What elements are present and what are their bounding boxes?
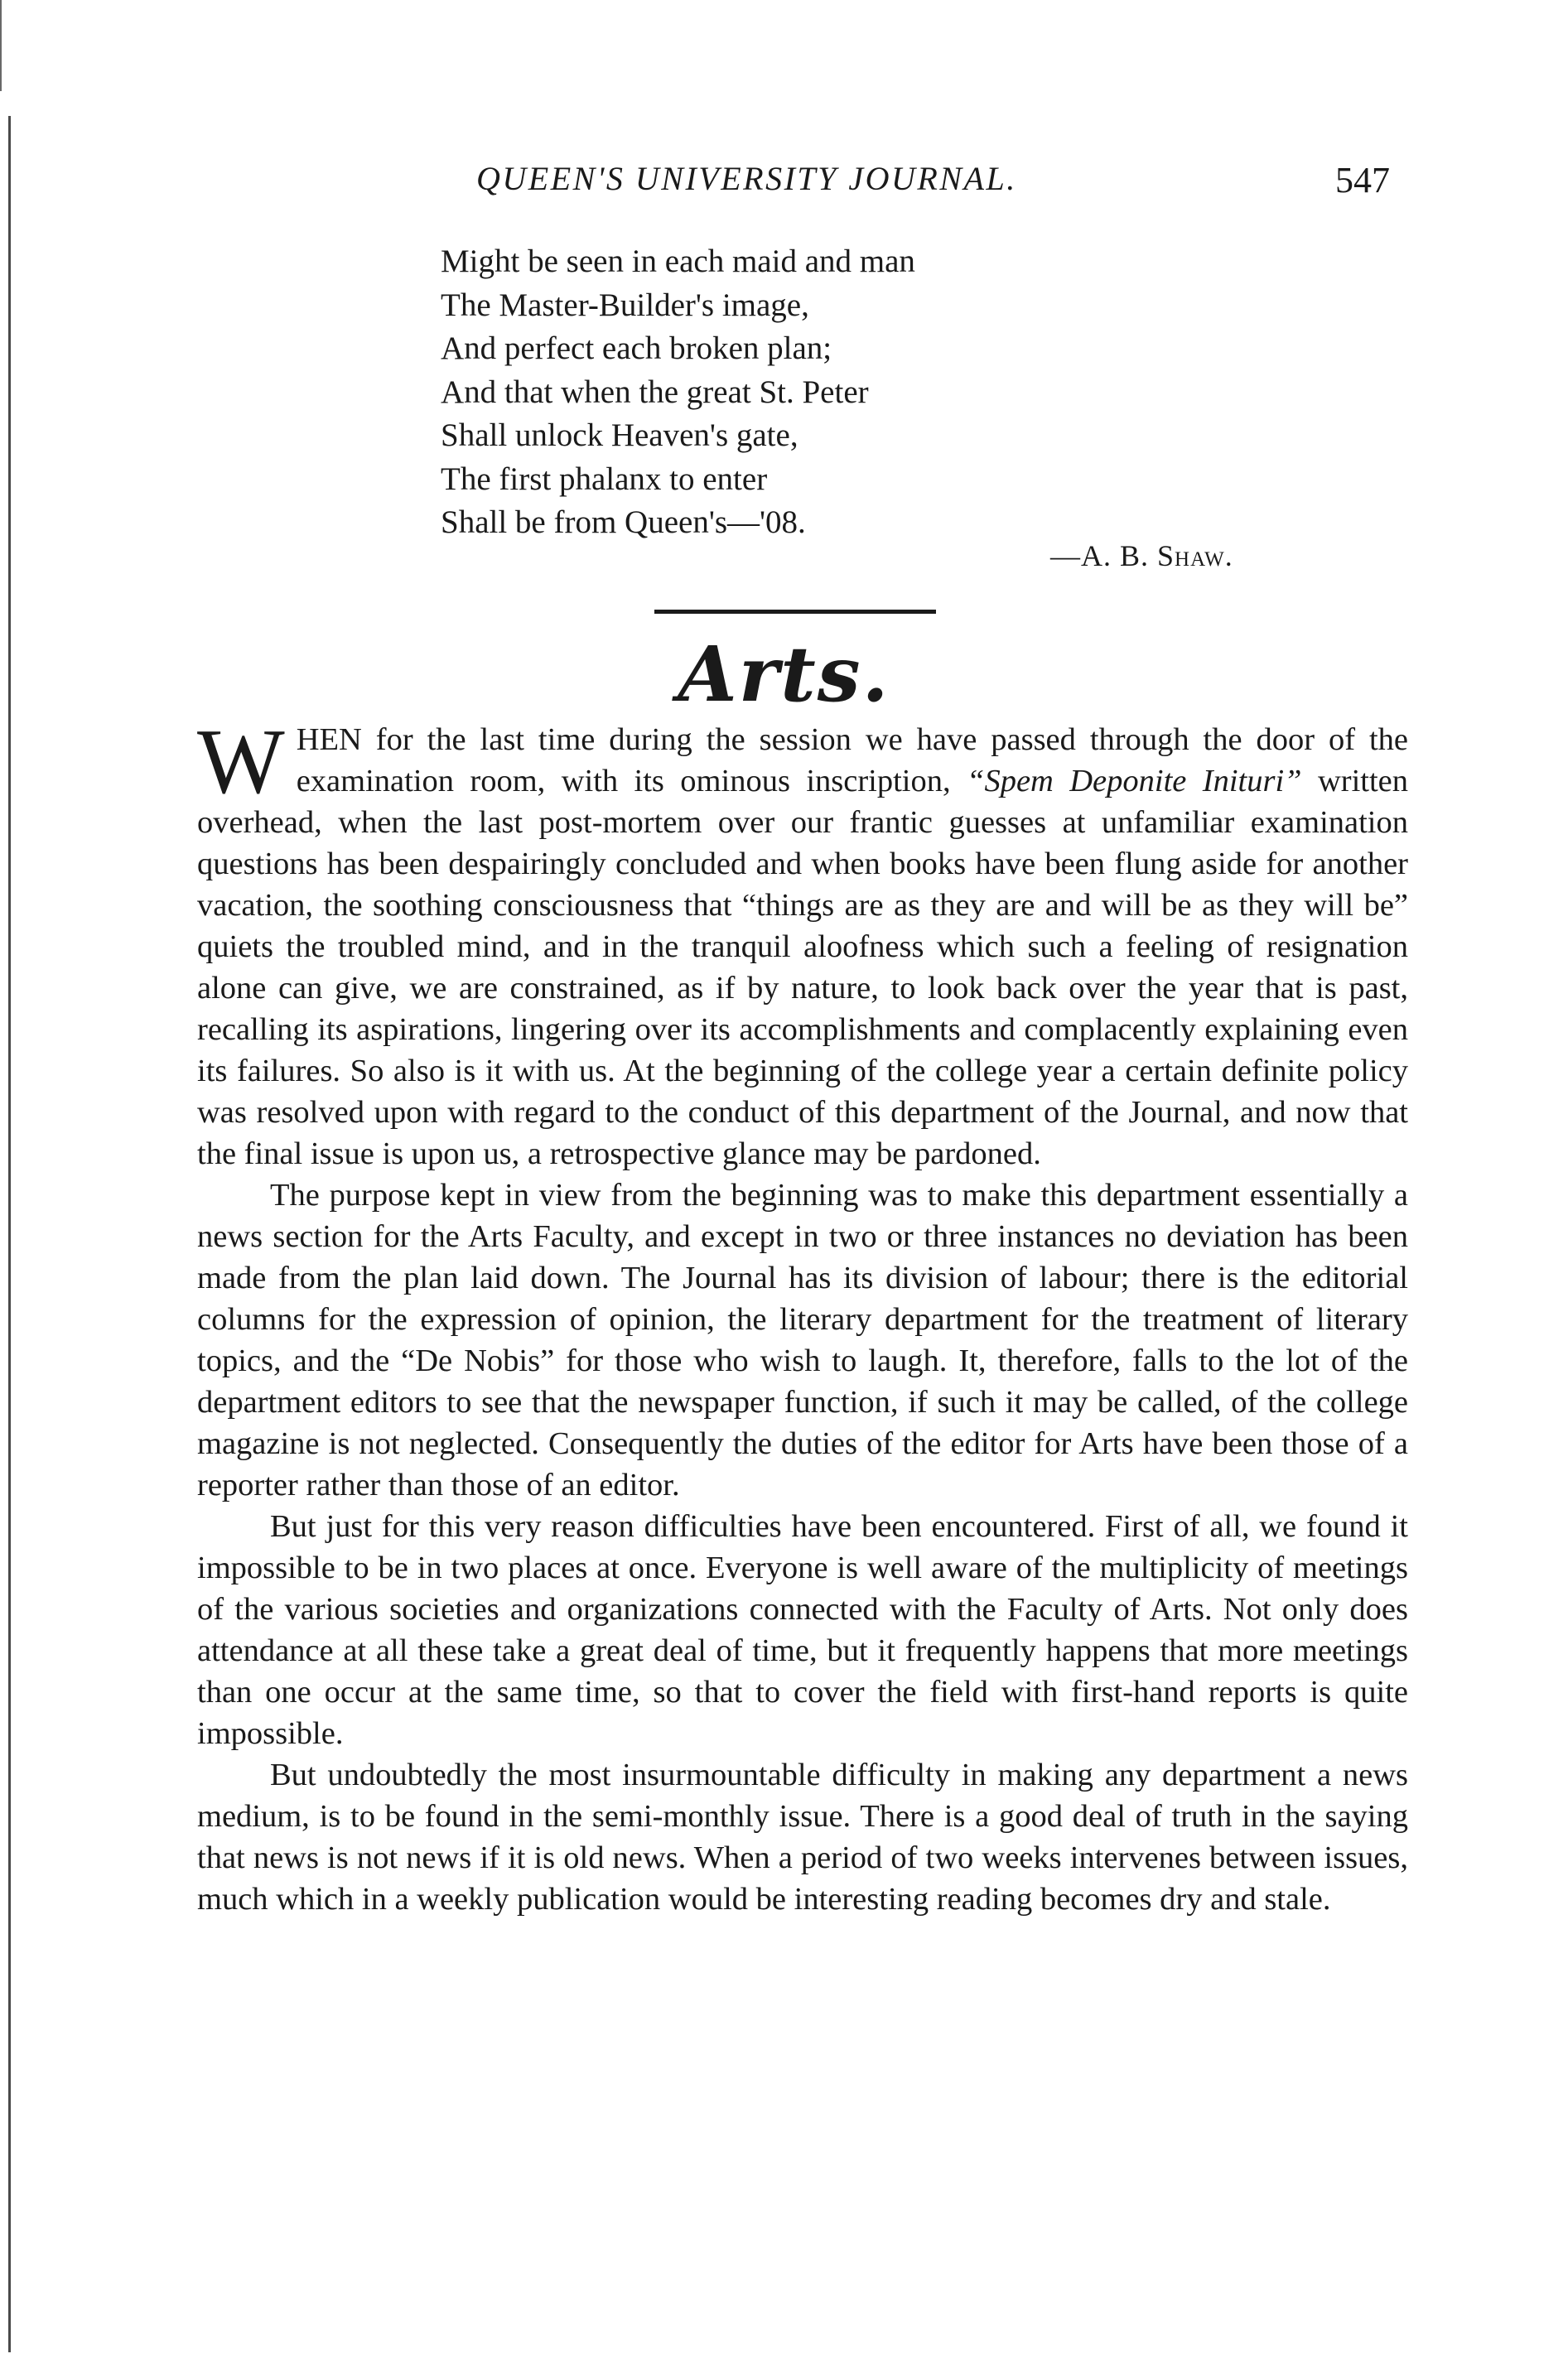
article-paragraph-2: The purpose kept in view from the beginning was to make this department essentially a news section for the Arts Faculty, and except in two or three instances no deviation has been made from the plan laid down. The Journal has its division of labour; there is the editorial columns for the expression of opinion, the literary department for the treatment of literary topics, and the “De Nobis” for those who wish to laugh. It, therefore, falls to the lot of the department editors to see that the newspaper function, if such it may be called, of the college magazine is not neglected. Consequently the duties of the editor for Arts have been those of a reporter rather than those of an editor.: [197, 1178, 1408, 1502]
page-number: 547: [1335, 160, 1390, 200]
article-paragraph-3: But just for this very reason difficulties have been encountered. First of all, we found it impossible to be in two places at once. Everyone is well aware of the multiplicity of meetings of the various societies and organizations connected with the Faculty of Arts. Not only does attendance at all these take a great deal of time, but it frequently happens that more meetings than one occur at the same time, so that to cover the field with first-hand reports is quite impossible.: [197, 1509, 1408, 1751]
poem-line: The first phalanx to enter: [441, 461, 768, 497]
paragraph-text: written overhead, when the last post-mortem over our frantic guesses at unfamiliar examination questions has been despairingly concluded and when books have been flung aside for another vacation, the soothing consciousness that “things are as they are and will be as they will be” quiets the troubled mind, and in the tranquil aloofness which such a feeling of resignation alone can give, we are constrained, as if by nature, to look back over the year that is past, recalling its aspirations, lingering over its accomplishments and complacently explaining even its failures. So also is it with us. At the beginning of the college year a certain definite policy was resolved upon with regard to the conduct of this department of the Journal, and now that the final issue is upon us, a retrospective glance may be pardoned.: [197, 764, 1409, 1171]
paragraph-text: HEN for the last time during the session we have passed through the door of the examination room, with its ominous inscription,: [296, 722, 1408, 798]
signature-prefix: —A. B.: [1050, 539, 1158, 572]
poem-signature: [1050, 538, 1233, 573]
article-paragraph-1: [197, 711, 1409, 1174]
section-title: Arts.: [678, 629, 890, 719]
section-divider: [654, 610, 936, 614]
latin-inscription: “Spem Deponite Inituri”: [967, 764, 1302, 798]
poem-line: And that when the great St. Peter: [441, 374, 869, 410]
poem-line: And perfect each broken plan;: [441, 330, 832, 366]
scan-edge-artifact: [0, 0, 2, 91]
signature-name: Shaw.: [1157, 539, 1233, 572]
running-head: QUEEN'S UNIVERSITY JOURNAL.: [476, 160, 1017, 197]
poem: [441, 240, 915, 545]
scan-edge-line: [8, 116, 11, 2352]
poem-line: Shall unlock Heaven's gate,: [441, 417, 798, 453]
drop-cap: W: [197, 711, 285, 813]
poem-line: The Master-Builder's image,: [441, 287, 809, 323]
article-paragraph-4: But undoubtedly the most insurmountable difficulty in making any department a news medium, is to be found in the semi-monthly issue. There is a good deal of truth in the saying that news is not news if it is old news. When a period of two weeks intervenes between issues, much which in a weekly publication would be interesting reading becomes dry and stale.: [197, 1758, 1408, 1917]
article-body: [197, 711, 1409, 1920]
poem-line: Might be seen in each maid and man: [441, 244, 915, 279]
poem-line: Shall be from Queen's—'08.: [441, 504, 806, 540]
